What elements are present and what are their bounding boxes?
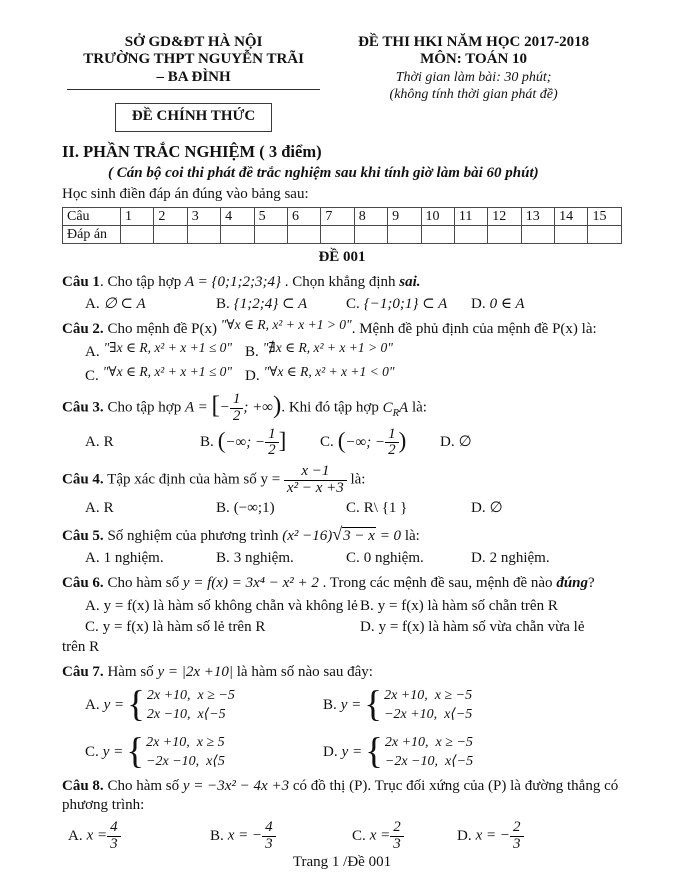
fraction: $\frac{4}{3}$: [262, 820, 276, 853]
question-1-options: [85, 295, 622, 315]
option-b: B. (−∞; − $\frac{1}{2}$ ]: [200, 425, 287, 459]
option-d: D. 0 ∈ A: [471, 295, 525, 312]
option-d: D. "∀x ∈ R, x² + x +1 < 0": [245, 364, 395, 385]
col-4: 4: [221, 208, 254, 226]
question-4: [62, 464, 622, 518]
open-bracket: [: [211, 392, 220, 420]
question-7-stem: Câu 7. Hàm số y = |2x +10| là hàm số nào sau đây:: [62, 664, 373, 681]
question-2-number: Câu 2.: [62, 320, 104, 337]
option-a: A. R: [85, 433, 114, 450]
fraction: $\frac{4}{3}$: [107, 820, 121, 853]
question-5-number: Câu 5.: [62, 528, 104, 545]
table-row-questions: [63, 208, 622, 226]
answer-cell-3: [187, 226, 220, 244]
answer-cell-14: [555, 226, 588, 244]
option-c: C. "∀x ∈ R, x² + x +1 ≤ 0": [85, 364, 233, 385]
question-5-options: [85, 549, 622, 569]
school-district: – BA ĐÌNH: [156, 68, 231, 85]
option-b: B. (−∞;1): [216, 499, 275, 516]
answer-cell-15: [588, 226, 622, 244]
question-1: [62, 273, 622, 315]
org-name: SỞ GD&ĐT HÀ NỘI: [124, 34, 263, 50]
question-3-number: Câu 3.: [62, 399, 104, 416]
option-a: A. "∃x ∈ R, x² + x +1 ≤ 0": [85, 339, 233, 360]
complement-set: $C_RA$: [382, 399, 409, 419]
option-c: C. R\ {1 }: [346, 499, 408, 516]
option-b: B. "∄x ∈ R, x² + x +1 > 0": [245, 339, 393, 360]
table-header-cau: Câu: [63, 208, 121, 226]
exam-duration-note: (không tính thời gian phát đề): [389, 87, 558, 103]
fraction: $\frac{1}{2}$: [230, 392, 244, 425]
answer-cell-12: [488, 226, 521, 244]
header: [62, 34, 622, 132]
fraction: $\frac{1}{2}$: [385, 427, 399, 460]
question-6-stem: Câu 6. Cho hàm số y = f(x) = 3x⁴ − x² + 2 . Trong các mệnh đề sau, mệnh đề nào đúng?: [62, 575, 595, 591]
option-d: D. x = − $\frac{2}{3}$: [457, 820, 622, 853]
exam-code: ĐỀ 001: [318, 249, 366, 266]
option-c: C. 0 nghiệm.: [346, 550, 424, 567]
option-a: A. ∅ ⊂ A: [85, 295, 146, 312]
answer-cell-4: [221, 226, 254, 244]
header-left: [62, 34, 325, 132]
question-8-stem: Câu 8. Cho hàm số y = −3x² − 4x +3 có đồ thị (P). Trục đối xứng của (P) là đường thẳng có: [62, 777, 619, 794]
exam-subject: MÔN: TOÁN 10: [420, 51, 528, 68]
answer-cell-1: [121, 226, 154, 244]
answer-cell-8: [354, 226, 387, 244]
col-3: 3: [187, 208, 220, 226]
option-c: C. y = f(x) là hàm số lẻ trên R: [85, 618, 266, 635]
fraction: $\frac{x -1}{\text{x² − x +3}}$: [284, 464, 347, 497]
option-b: B. y = { 2x +10, x ≥ −5 −2x +10, x⟨−5: [323, 683, 473, 725]
col-5: 5: [254, 208, 287, 226]
question-6-options: [85, 597, 622, 638]
close-bracket: ]: [278, 427, 287, 453]
question-3-stem: Câu 3. Cho tập hợp A = [− $\frac{1}{2}$ ; +∞). Khi đó tập hợp $C_RA$ là:: [62, 391, 427, 424]
option-d: D. ∅: [440, 433, 472, 450]
question-7-options: [85, 683, 622, 772]
exam-duration: Thời gian làm bài: 30 phút;: [395, 69, 552, 85]
question-3: [62, 392, 622, 459]
answer-table: [62, 207, 622, 244]
col-7: 7: [321, 208, 354, 226]
question-1-number: Câu 1: [62, 274, 100, 291]
open-paren: (: [337, 427, 346, 453]
col-13: 13: [521, 208, 554, 226]
table-instruction: Học sinh điền đáp án đúng vào bảng sau:: [62, 185, 309, 202]
header-divider: [67, 89, 320, 90]
question-5: [62, 523, 622, 569]
option-a: A. x = $\frac{4}{3}$: [68, 820, 210, 853]
option-d: D. ∅: [471, 499, 503, 516]
question-6-continuation: trên R: [62, 639, 100, 656]
table-header-dapan: Đáp án: [63, 226, 121, 244]
question-3-options: [85, 427, 622, 460]
question-6: [62, 574, 622, 658]
section-note: ( Cán bộ coi thi phát đề trắc nghiệm sau khi tính giờ làm bài 60 phút): [108, 164, 539, 181]
question-2-stem: Câu 2. Cho mệnh đề P(x) "∀x ∈ R, x² + x +1 > 0". Mệnh đề phủ định của mệnh đề P(x) là:: [62, 316, 597, 337]
section-title: II. PHẦN TRẮC NGHIỆM ( 3 điểm): [62, 141, 322, 161]
option-a: A. y = f(x) là hàm số không chẵn và không lẻ: [85, 597, 358, 614]
official-exam-stamp: ĐỀ CHÍNH THỨC: [115, 103, 272, 132]
question-4-stem: Câu 4. Tập xác định của hàm số y = $\frac{x -1}{\text{x² − x +3}}$ là:: [62, 463, 366, 496]
answer-cell-6: [287, 226, 320, 244]
option-d: D. y = f(x) là hàm số vừa chẵn vừa lẻ: [360, 618, 585, 635]
header-right: [325, 34, 622, 132]
stamp-wrap: [62, 103, 325, 132]
option-c: C. x = $\frac{2}{3}$: [352, 820, 457, 853]
fraction: $\frac{1}{2}$: [265, 427, 279, 460]
col-12: 12: [488, 208, 521, 226]
answer-cell-10: [421, 226, 454, 244]
option-b: B. 3 nghiệm.: [216, 550, 294, 567]
question-4-number: Câu 4.: [62, 471, 104, 488]
answer-cell-5: [254, 226, 287, 244]
col-6: 6: [287, 208, 320, 226]
question-2: [62, 316, 622, 387]
close-paren: ): [272, 392, 282, 420]
question-4-options: [85, 499, 622, 519]
answer-cell-7: [321, 226, 354, 244]
answer-cell-9: [388, 226, 421, 244]
col-11: 11: [454, 208, 487, 226]
col-10: 10: [421, 208, 454, 226]
col-9: 9: [388, 208, 421, 226]
option-c: C. y = { 2x +10, x ≥ 5 −2x −10, x⟨5: [85, 730, 225, 772]
question-8-number: Câu 8.: [62, 777, 104, 794]
question-1-stem: Câu 1. Cho tập hợp A = {0;1;2;3;4} . Chọn khẳng định sai.: [62, 274, 421, 291]
table-row-answers: [63, 226, 622, 244]
question-2-options: [85, 339, 622, 388]
open-paren: (: [217, 427, 226, 453]
close-paren: ): [398, 427, 407, 453]
page-footer: Trang 1 /Đề 001: [292, 853, 392, 870]
option-b: B. x = − $\frac{4}{3}$: [210, 820, 352, 853]
col-2: 2: [154, 208, 187, 226]
exam-title: ĐỀ THI HKI NĂM HỌC 2017-2018: [358, 34, 590, 50]
option-b: B. {1;2;4} ⊂ A: [216, 295, 308, 312]
question-8-options: [68, 820, 622, 853]
question-6-number: Câu 6.: [62, 575, 104, 591]
fraction: $\frac{2}{3}$: [390, 820, 404, 853]
option-c: C. (−∞; − $\frac{1}{2}$ ): [320, 425, 407, 459]
option-a: A. y = { 2x +10, x ≥ −5 2x −10, x⟨−5: [85, 683, 235, 725]
answer-cell-11: [454, 226, 487, 244]
question-5-stem: Câu 5. Số nghiệm của phương trình (x² −16)√3 − x = 0 là:: [62, 524, 420, 545]
col-14: 14: [555, 208, 588, 226]
option-b: B. y = f(x) là hàm số chẵn trên R: [360, 597, 558, 614]
answer-cell-13: [521, 226, 554, 244]
question-7-number: Câu 7.: [62, 664, 104, 681]
answer-cell-2: [154, 226, 187, 244]
option-c: C. {−1;0;1} ⊂ A: [346, 295, 448, 312]
col-1: 1: [121, 208, 154, 226]
question-7: [62, 663, 622, 771]
option-a: A. 1 nghiệm.: [85, 550, 164, 567]
option-d: D. y = { 2x +10, x ≥ −5 −2x −10, x⟨−5: [323, 730, 474, 772]
col-8: 8: [354, 208, 387, 226]
question-8-stem-line2: phương trình:: [62, 797, 145, 814]
question-8: [62, 777, 622, 853]
sqrt-icon: √: [332, 524, 343, 545]
fraction: $\frac{2}{3}$: [510, 820, 524, 853]
school-name: TRƯỜNG THPT NGUYỄN TRÃI: [83, 51, 304, 68]
option-a: A. R: [85, 499, 114, 516]
col-15: 15: [588, 208, 622, 226]
option-d: D. 2 nghiệm.: [471, 550, 550, 567]
